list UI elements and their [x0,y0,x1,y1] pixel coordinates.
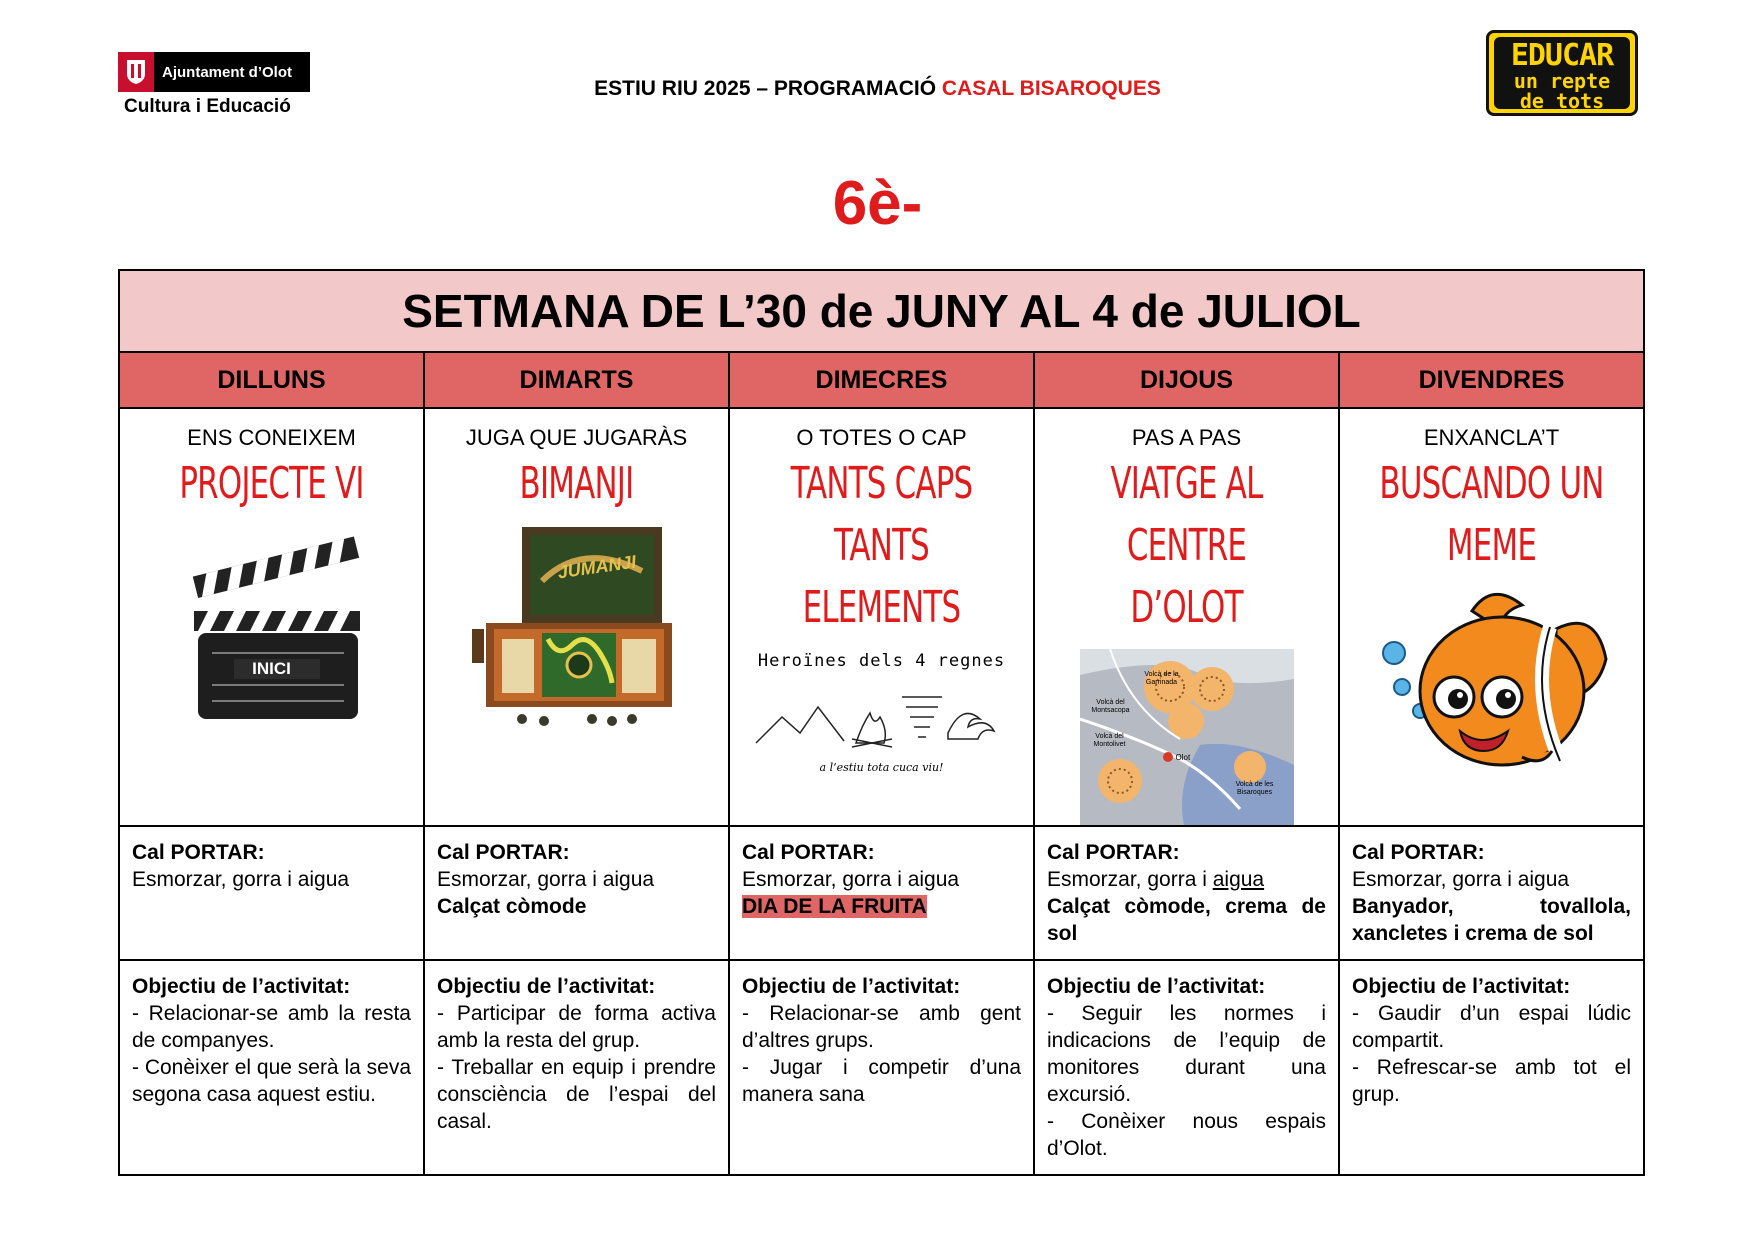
bring-items: Esmorzar, gorra i aigua [1352,868,1570,891]
clapperboard-icon [172,527,372,727]
map-label-garrinada: Volcà de la Garrinada [1144,671,1179,686]
activity-title: BIMANJI [519,458,634,509]
activity-cell-thursday [1034,408,1339,826]
goal-label: Objectiu de l’activitat: [1047,975,1266,998]
goal-label: Objectiu de l’activitat: [437,975,656,998]
goal-item: - Relacionar-se amb gent d’altres grups. [742,1002,1021,1052]
day-header-wednesday: DIMECRES [729,352,1034,408]
bring-label: Cal PORTAR: [742,841,875,864]
map-label-montsacopa: Volcà del Montsacopa [1091,699,1130,714]
goal-cell-monday [119,960,424,1175]
four-elements-icon [752,651,1012,791]
day-header-thursday: DIJOUS [1034,352,1339,408]
educar-logo-line2: un repte [1513,69,1611,93]
educar-logo [1486,30,1638,116]
bring-items [1047,866,1326,893]
bring-label: Cal PORTAR: [132,841,265,864]
bring-label: Cal PORTAR: [437,841,570,864]
goal-label: Objectiu de l’activitat: [132,975,351,998]
goal-item: - Participar de forma activa amb la resta del grup. [437,1002,716,1052]
goal-item: - Conèixer nous espais d’Olot. [1047,1110,1326,1160]
clownfish-icon [1372,581,1612,787]
goal-item: - Treballar en equip i prendre consciència de l’espai del casal. [437,1056,716,1133]
activity-title-line2: D’OLOT [1130,582,1243,633]
volcano-map-icon [1080,649,1294,825]
map-label-olot: Olot [1175,753,1191,762]
activity-cell-tuesday [424,408,729,826]
weekly-schedule-table [118,269,1645,1176]
activity-cell-wednesday [729,408,1034,826]
bring-items-underlined: aigua [1212,868,1265,891]
activity-cell-monday [119,408,424,826]
week-title: SETMANA DE L’30 de JUNY AL 4 de JULIOL [119,270,1644,352]
elements-heading: Heroïnes dels 4 regnes [757,651,1006,671]
bring-items: Esmorzar, gorra i aigua [742,868,960,891]
activity-category: JUGA QUE JUGARÀS [465,425,688,450]
goal-label: Objectiu de l’activitat: [742,975,961,998]
activity-cell-friday [1339,408,1644,826]
bring-cell-wednesday [729,826,1034,960]
goal-cell-wednesday [729,960,1034,1175]
map-label-montolivet: Volcà del Montolivet [1093,733,1126,748]
bring-extra: Calçat còmode, crema de sol [1047,895,1326,945]
header-title-red: CASAL BISAROQUES [941,77,1161,100]
bring-items: Esmorzar, gorra i aigua [132,868,350,891]
bring-label: Cal PORTAR: [1352,841,1485,864]
bring-items-text: Esmorzar, gorra i [1047,868,1213,891]
activity-category: ENS CONEIXEM [187,425,356,450]
activity-category: O TOTES O CAP [796,425,967,450]
goal-item: - Gaudir d’un espai lúdic compartit. [1352,1002,1631,1052]
olot-logo-department: Cultura i Educació [124,96,291,117]
bring-label: Cal PORTAR: [1047,841,1180,864]
elements-caption: a l’estiu tota cuca viu! [819,761,944,774]
map-label-bisaroques: Volcà de les Bisaroques [1235,781,1274,796]
activity-title-line2: ELEMENTS [802,582,961,633]
goal-item: - Jugar i competir d’una manera sana [742,1056,1021,1106]
activity-title-line1: VIATGE AL CENTRE [1110,458,1263,571]
grade-title: 6è- [832,169,923,238]
day-header-tuesday: DIMARTS [424,352,729,408]
goal-cell-friday [1339,960,1644,1175]
day-header-friday: DIVENDRES [1339,352,1644,408]
board-game-icon [472,521,682,731]
goal-label: Objectiu de l’activitat: [1352,975,1571,998]
activity-title: BUSCANDO UN MEME [1379,458,1604,571]
activity-category: PAS A PAS [1131,425,1242,450]
olot-logo-name: Ajuntament d’Olot [162,63,292,81]
goal-cell-tuesday [424,960,729,1175]
bring-cell-tuesday [424,826,729,960]
goal-item: - Seguir les normes i indicacions de l’equip de monitores durant una excursió. [1047,1002,1326,1106]
header-title-black: ESTIU RIU 2025 – PROGRAMACIÓ [594,77,937,100]
goal-item: - Relacionar-se amb la resta de companyes. [132,1002,411,1052]
clapperboard-label: INICI [252,659,291,678]
activity-title-line1: TANTS CAPS TANTS [790,458,973,571]
goal-item: - Refrescar-se amb tot el grup. [1352,1056,1631,1106]
educar-logo-line1: EDUCAR [1510,38,1614,73]
bring-cell-friday [1339,826,1644,960]
board-game-label: JUMANJI [555,551,637,583]
bring-extra: Banyador, tovallola, xancletes i crema de sol [1352,895,1631,945]
bring-extra: Calçat còmode [437,895,587,918]
activity-category: ENXANCLA’T [1423,425,1560,450]
goal-item: - Conèixer el que serà la seva segona casa aquest estiu. [132,1056,411,1106]
bring-cell-thursday [1034,826,1339,960]
bring-cell-monday [119,826,424,960]
fruit-day-highlight: DIA DE LA FRUITA [742,895,927,918]
goal-cell-thursday [1034,960,1339,1175]
day-header-monday: DILLUNS [119,352,424,408]
bring-items: Esmorzar, gorra i aigua [437,868,655,891]
educar-logo-line3: de tots [1519,89,1605,113]
activity-title: PROJECTE VI [179,458,364,509]
